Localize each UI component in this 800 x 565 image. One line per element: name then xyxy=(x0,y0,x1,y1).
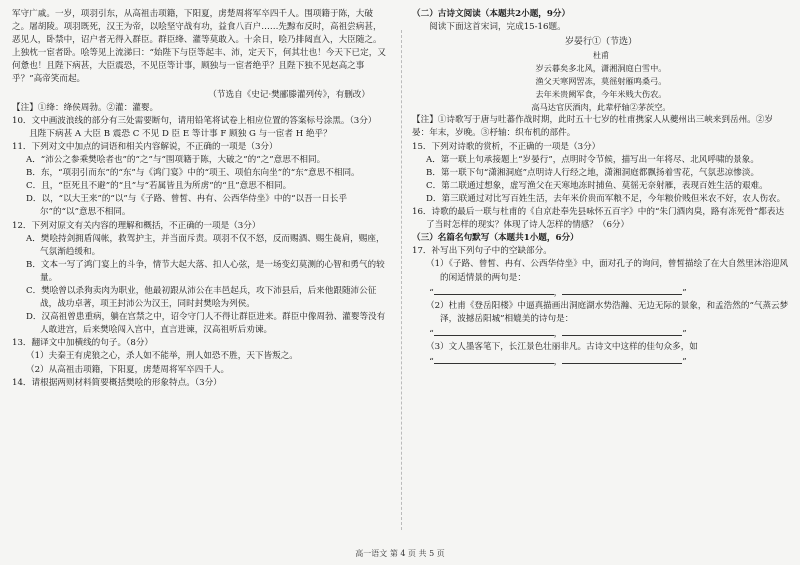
poem-line-3: 去年米贵阙军食，今年米贱大伤农。 xyxy=(535,89,667,100)
question-10-text: 且陛下病甚 A 大臣 B 震恐 C 不见 D 臣 E 等计事 F 顾独 G 与一宦者 H 绝乎？ xyxy=(29,128,332,139)
passage-note: 【注】①绛：绛侯周勃。②灌：灌婴。 xyxy=(12,102,159,113)
poem-line-1: 岁云暮矣多北风，潇湘洞庭白雪中。 xyxy=(535,63,667,74)
answer-line-3: “ ， ” xyxy=(412,354,790,369)
page-footer: 高一语文 第 4 页 共 5 页 xyxy=(355,549,445,558)
question-15-option-c: C．第二联通过想象，虚写渔父在天寒地冻时捕鱼、莫徭无奈射雁，表现百姓生活的艰难。 xyxy=(426,180,768,191)
poem-line-2: 渔父天寒网罟冻，莫徭射雁鸣桑弓。 xyxy=(535,76,667,87)
column-divider xyxy=(401,30,402,530)
poem-line-4: 高马达官厌酒肉，此辈杼轴②茅茨空。 xyxy=(531,102,671,113)
question-15-option-d: D．第三联通过对比写百姓生活，去年米价贵而军粮不足，今年粮价贱但米农不好，农人伤农。 xyxy=(426,193,786,204)
question-13-item-1: （1）夫秦王有虎狼之心，杀人如不能举，刑人如恐不胜，天下皆叛之。 xyxy=(26,351,298,362)
question-11-option-b: B．东，“项羽引而东”的“东”与《鸿门宴》中的“项王、项伯东向坐”的“东”意思不相同。 xyxy=(26,168,360,179)
answer-blank[interactable] xyxy=(562,354,682,364)
question-12-option-a: A．樊哙持剑拥盾闯帐，救驾护主，并当面斥责。项羽不仅不怒，反而赐酒、赐生彘肩，赐座，气氛渐趋缓和。 xyxy=(26,233,385,257)
answer-blank[interactable] xyxy=(562,326,682,336)
answer-blank[interactable] xyxy=(434,354,554,364)
passage-source: （节选自《史记·樊郦滕灌列传》，有删改） xyxy=(208,89,370,100)
question-12-option-c: C．樊哙曾以杀狗卖肉为职业，他最初跟从沛公在丰邑起兵，攻下沛县后，后来他跟随沛公征战，战功卓著，项王封沛公为汉王，同时封樊哙为列侯。 xyxy=(26,285,377,310)
answer-line-1: “ ， ” xyxy=(412,285,790,300)
question-14-stem: 14．请根据两则材料简要概括樊哙的形象特点。（3分） xyxy=(12,377,222,388)
question-12-stem: 12．下列对原文有关内容的理解和概括，不正确的一项是（3分） xyxy=(12,220,261,231)
question-17-item-3: （3）文人墨客笔下，长江景色壮丽非凡。古诗文中这样的佳句众多，如 xyxy=(426,341,698,352)
question-13-stem: 13．翻译文中加横线的句子。（8分） xyxy=(12,338,154,349)
question-13-item-2: （2）从高祖击项籍，下阳夏，虏楚周将军卒四千人。 xyxy=(26,364,230,375)
question-11-option-a: A．“沛公之参乘樊哙者也”的“之”与“围项籍于陈，大破之”的“之”意思不相同。 xyxy=(26,155,326,166)
question-12-option-d: D．汉高祖曾患重病，躺在宫禁之中，诏令守门人不得让群臣进来。群臣中像周勃、灌婴等没有人敢进宫，后来樊哙闯入宫中，直言进谏，汉高祖听后劝谏。 xyxy=(26,312,386,336)
answer-blank[interactable] xyxy=(562,285,682,295)
question-11-stem: 11．下列对文中加点的词语和相关内容解说，不正确的一项是（3分） xyxy=(12,141,278,152)
poem-intro: 阅读下面这首宋词，完成15-16题。 xyxy=(429,22,566,33)
question-11-option-d: D．以，“以大王来”的“以”与《子路、曾皙、冉有、公西华侍坐》中的“以吾一日长乎尔”的“以”意思不相同。 xyxy=(26,194,348,218)
answer-blank[interactable] xyxy=(434,326,554,336)
answer-blank[interactable] xyxy=(434,285,554,295)
poem-title: 岁晏行①（节选） xyxy=(564,37,637,48)
question-17-item-1: （1）《子路、曾皙、冉有、公西华侍坐》中，面对孔子的询问，曾皙描绘了在大自然里沐浴迎风的闲适情景的两句是： xyxy=(426,259,789,283)
poem-note: 【注】①诗歌写于唐与吐蕃作战时期，此时五十七岁的杜甫携家人从夔州出三峡来到岳州。②岁晏：年末，岁晚。③杼轴：织布机的部件。 xyxy=(412,115,773,139)
question-15-option-b: B．第一联下句“潇湘洞庭”点明诗人行经之地，潇湘洞庭都飘扬着雪花，气氛悲凉惨淡。 xyxy=(426,167,760,178)
right-column xyxy=(412,8,790,369)
section-2-title: （二）古诗文阅读（本题共2小题，9分） xyxy=(412,9,571,19)
answer-line-2: “ ， ” xyxy=(412,326,790,341)
question-15-option-a: A．第一联上句承接题上“岁晏行”，点明时令节候，描写出一年将尽、北风呼啸的景象。 xyxy=(426,154,759,165)
question-11-option-c: C．且，“臣死且不避”的“且”与“若属皆且为所虏”的“且”意思不相同。 xyxy=(26,181,292,192)
question-10-stem: 10．文中画波浪线的部分有三处需要断句，请用铅笔将试卷上相应位置的答案标号涂黑。（3分） xyxy=(12,115,377,126)
section-3-title: （三）名篇名句默写（本题共1小题，6分） xyxy=(412,233,579,244)
left-column xyxy=(12,8,390,390)
question-17-stem: 17．补写出下列句子中的空缺部分。 xyxy=(412,246,552,257)
passage-text: 军守广戚。一岁，项羽引东，从高祖击项籍，下阳夏，虏楚周将军卒四千人。围项籍于陈，大破之。屠胡陵。项羽既死，汉王为帝，以哙坚守战有功，益食八百户……先黥布反时，高祖尝病甚，恶见人，卧禁中，诏户者无得入群臣。群臣绛、灌等莫敢入。十余日，哙乃排闼直入，大臣随之。上独枕一宦者卧。哙等见上流涕曰：“始陛下与臣等起丰、沛，定天下，何其壮也！今天下已定，又何惫也！且陛下病甚，大臣震恐，不见臣等计事，顾独与一宦者绝乎？且陛下独不见赵高之事乎？”高帝笑而起。 xyxy=(12,9,386,85)
question-16-stem: 16．诗歌的最后一联与杜甫的《自京赴奉先县咏怀五百字》中的“朱门酒肉臭，路有冻死骨”都表达了当时怎样的现实？体现了诗人怎样的情感？（6分） xyxy=(412,207,785,231)
question-17-item-2: （2）杜甫《登岳阳楼》中逼真描画出洞庭湖水势浩瀚、无边无际的景象，和孟浩然的“气蒸云梦泽，波撼岳阳城”相媲美的诗句是： xyxy=(426,300,789,324)
question-12-option-b: B．文本一写了鸿门宴上的斗争，情节大起大落、扣人心弦，是一场变幻莫测的心智和勇气的较量。 xyxy=(26,259,385,283)
poem-author: 杜甫 xyxy=(593,51,609,61)
question-15-stem: 15．下列对诗歌的赏析，不正确的一项是（3分） xyxy=(412,141,601,152)
